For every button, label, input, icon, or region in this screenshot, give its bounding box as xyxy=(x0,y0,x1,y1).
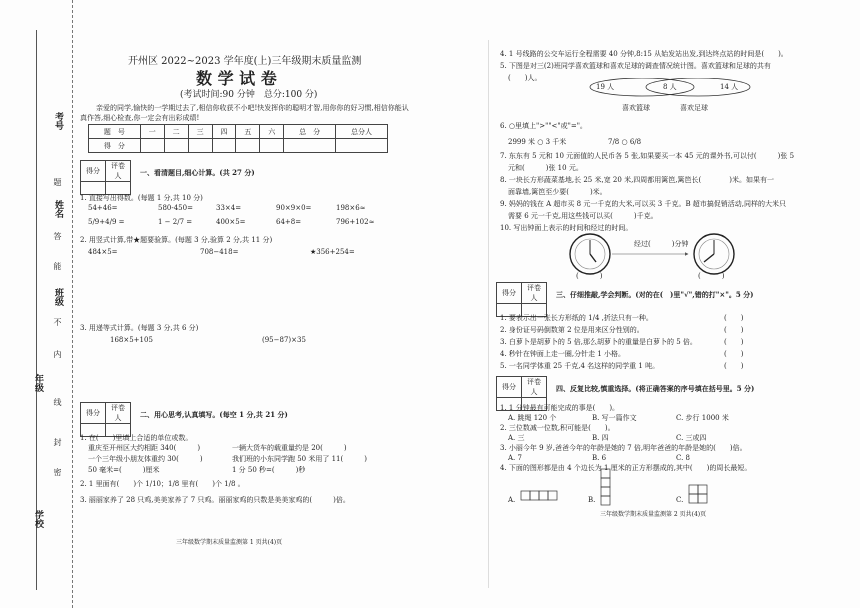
label-exam-number: 考号 xyxy=(53,112,63,130)
seal-char: 线 xyxy=(53,398,62,406)
grader-name-label: 评卷人 xyxy=(522,283,547,304)
grader-name-label: 评卷人 xyxy=(106,403,131,424)
choice-question: 1. 1 分钟最有可能完成的事是( )。 xyxy=(500,404,620,412)
q9: 9. 妈妈的钱在 A 超市买 8 元一千克的大米,可以买 3 千克。B 超市搞促销活动,同样的大米只 xyxy=(500,200,787,208)
judge-item: 5. 一名同学体重 25 千克,4 名这样的同学重 1 吨。 xyxy=(500,362,660,370)
choice-option: C. 步行 1000 米 xyxy=(676,414,729,422)
score-header: 二 xyxy=(164,125,188,139)
fill-blank: 我们班的小东同学跑 50 米用了 11( ) xyxy=(232,455,367,463)
choice-option: B. 6 xyxy=(592,454,607,462)
venn-left-value: 19 人 xyxy=(596,83,615,91)
score-cell[interactable] xyxy=(260,139,284,153)
s2-q2: 2. 1 里面有( )个 1/10；1/8 里有( )个 1/8 。 xyxy=(80,480,245,488)
fill-blank: 50 毫米=( )厘米 xyxy=(88,466,160,474)
calc-item: 33×4= xyxy=(216,204,242,212)
vertical-calc: 484×5= xyxy=(88,248,118,256)
calc-item: 5/9+4/9 = xyxy=(88,218,125,226)
choice-option: C. 8 xyxy=(676,454,691,462)
shape-b-figure xyxy=(600,468,612,508)
shape-c-figure xyxy=(688,484,710,506)
stepwise-calc: (95−87)×35 xyxy=(262,336,306,344)
clock-hour-hand xyxy=(590,254,596,262)
calc-item: 198×6≈ xyxy=(336,204,366,212)
q7-cont: 元和( )张 10 元。 xyxy=(508,164,583,172)
calc-item: 1 − 2/7 = xyxy=(158,218,193,226)
venn-right-value: 14 人 xyxy=(720,83,739,91)
venn-label-football: 喜欢足球 xyxy=(680,104,708,112)
score-cell[interactable] xyxy=(164,139,188,153)
clock-elapsed: 经过( )分钟 xyxy=(634,240,689,248)
q10: 10. 写出钟面上表示的时间和经过的时间。 xyxy=(500,224,633,232)
shape-option-b: B. xyxy=(588,496,596,504)
grader-box-3 xyxy=(496,282,547,317)
judge-item: 4. 秒针在钟面上走一圈,分针走 1 小格。 xyxy=(500,350,626,358)
choice-option: B. 写一篇作文 xyxy=(592,414,637,422)
binding-line xyxy=(36,30,37,590)
judge-answer[interactable]: ( ) xyxy=(724,326,744,334)
grader-score-label: 得分 xyxy=(497,283,522,304)
score-cell[interactable] xyxy=(140,139,164,153)
score-header: 五 xyxy=(236,125,260,139)
venn-label-basketball: 喜欢篮球 xyxy=(622,104,650,112)
exam-title: 开州区 2022~2023 学年度(上)三年级期末质量监测 xyxy=(128,56,362,67)
q4: 4. 1 号线路的公交车运行全程需要 40 分钟,8:15 从始发站出发,到达终点站的时间是( )。 xyxy=(500,50,788,58)
q6-compare-a: 2999 米 ○ 3 千米 xyxy=(508,138,567,146)
fill-blank: 1 分 50 秒=( )秒 xyxy=(232,466,306,474)
label-school: 学校 xyxy=(33,510,43,528)
grader-score-label: 得分 xyxy=(497,377,522,398)
score-header: 总 分 xyxy=(284,125,336,139)
intro-line-1: 亲爱的同学,愉快的一学期过去了,相信你收获不小吧!快发挥你的聪明才智,用你你的好习惯,相信你能认 xyxy=(96,104,409,112)
judge-item: 3. 白萝卜是胡萝卜的 5 倍,那么胡萝卜的重量是白萝卜的 5 倍。 xyxy=(500,338,697,346)
shape-option-a: A. xyxy=(508,496,516,504)
choice-option: A. 三 xyxy=(508,434,525,442)
calc-item: 796+102≈ xyxy=(336,218,375,226)
label-grade: 年级 xyxy=(33,374,43,392)
calc-item: 580-450= xyxy=(158,204,193,212)
fill-blank: 一个三年级小朋友体重约 30( ) xyxy=(88,455,203,463)
calc-item: 54+46= xyxy=(88,204,118,212)
shape-a-figure xyxy=(520,490,560,502)
s2-q1: 1. 在( )里填上合适的单位或数。 xyxy=(80,434,193,442)
score-cell[interactable] xyxy=(236,139,260,153)
seal-char: 不 xyxy=(53,318,62,326)
q7: 7. 东东有 5 元和 10 元面值的人民币各 5 张,如果要买一本 45 元的课外书,可以付( )张 5 xyxy=(500,152,795,160)
judge-answer[interactable]: ( ) xyxy=(724,338,744,346)
score-table xyxy=(88,124,388,153)
s1-q2: 2. 用竖式计算,带★题要验算。(每题 3 分,验算 2 分,共 11 分) xyxy=(80,236,273,244)
calc-item: 90×9×0= xyxy=(276,204,312,212)
score-cell[interactable] xyxy=(336,139,388,153)
subject-title: 数 学 试 卷 xyxy=(196,69,277,88)
section-4-title: 四、反复比较,慎重选择。(将正确答案的序号填在括号里。5 分) xyxy=(556,384,755,393)
score-cell[interactable] xyxy=(212,139,236,153)
choice-option: A. 7 xyxy=(508,454,522,462)
q5-blank: ( )人。 xyxy=(508,74,542,82)
label-name: 姓名 xyxy=(53,200,63,218)
clock-blank-start: ( ) xyxy=(576,272,603,280)
judge-item: 1. 要表示出一张长方形纸的 1/4 ,折法只有一种。 xyxy=(500,314,653,322)
q8: 8. 一块长方形蔬菜基地,长 25 米,宽 20 米,四周都用篱笆,篱笆长( )米。如果有一 xyxy=(500,176,774,184)
grader-score-label: 得分 xyxy=(81,161,106,182)
score-label: 得 分 xyxy=(89,139,141,153)
q9-cont: 需要 6 元一千克,用这些钱可以买( )千克。 xyxy=(508,212,658,220)
grader-score-label: 得分 xyxy=(81,403,106,424)
seal-char: 密 xyxy=(53,468,62,476)
grader-score-cell[interactable] xyxy=(81,182,106,195)
choice-option: C. 三或四 xyxy=(676,434,707,442)
choice-question: 2. 三位数减一位数,积可能是( )。 xyxy=(500,424,615,432)
label-class: 班级 xyxy=(53,288,63,306)
q6-compare-b: 7/8 ○ 6/8 xyxy=(608,138,642,146)
seal-char: 题 xyxy=(53,178,62,186)
score-header: 三 xyxy=(188,125,212,139)
calc-item: 400×5= xyxy=(216,218,246,226)
judge-answer[interactable]: ( ) xyxy=(724,314,744,322)
q6: 6. ○里填上">""<"或"="。 xyxy=(500,122,587,130)
seal-char: 答 xyxy=(53,232,62,240)
choice-option: B. 四 xyxy=(592,434,609,442)
grader-name-label: 评卷人 xyxy=(522,377,547,398)
q5: 5. 下图是对三(2)班同学喜欢篮球和喜欢足球的调查情况统计图。喜欢篮球和足球的共有 xyxy=(500,62,771,70)
page-divider xyxy=(488,40,489,588)
intro-line-2: 真作答,细心检查,你一定会有出彩成绩! xyxy=(80,114,200,122)
seal-char: 封 xyxy=(53,438,62,446)
seal-char: 能 xyxy=(53,262,62,270)
score-header: 总分人 xyxy=(336,125,388,139)
grader-box-2 xyxy=(80,402,131,437)
section-2-title: 二、用心思考,认真填写。(每空 1 分,共 21 分) xyxy=(140,410,288,419)
section-3-title: 三、仔细推敲,学会判断。(对的在( )里"√",错的打"×"。5 分) xyxy=(556,290,754,299)
q8-cont: 面靠墙,篱笆至少要( )米。 xyxy=(508,188,607,196)
calc-item: 64+8= xyxy=(276,218,302,226)
choice-question: 4. 下面的图形都是由 4 个边长为 1 厘米的正方形摆成的,其中( )的周长最短。 xyxy=(500,464,752,472)
grader-name-label: 评卷人 xyxy=(106,161,131,182)
s1-q3: 3. 用递等式计算。(每题 3 分,共 6 分) xyxy=(80,324,199,332)
score-header: 六 xyxy=(260,125,284,139)
fill-blank: 重庆至开州区大约相距 340( ) xyxy=(88,444,201,452)
grader-box-1 xyxy=(80,160,131,195)
footer-left: 三年级数学期末质量监测第 1 页共(4)页 xyxy=(176,539,283,546)
vertical-calc: 708−418= xyxy=(200,248,239,256)
score-cell[interactable] xyxy=(284,139,336,153)
s1-q1: 1. 直接写出得数。(每题 1 分,共 10 分) xyxy=(80,194,203,202)
section-1-title: 一、看清题目,细心计算。(共 27 分) xyxy=(140,168,255,177)
exam-info: (考试时间:90 分钟 总分:100 分) xyxy=(180,90,318,100)
judge-answer[interactable]: ( ) xyxy=(724,350,744,358)
clock-blank-end: ( ) xyxy=(698,272,725,280)
choice-option: A. 跳绳 120 个 xyxy=(508,414,557,422)
footer-right: 三年级数学期末质量监测第 2 页共(4)页 xyxy=(600,511,707,518)
stepwise-calc: 168×5+105 xyxy=(110,336,153,344)
score-cell[interactable] xyxy=(188,139,212,153)
seal-char: 内 xyxy=(53,350,62,358)
venn-mid-value: 8 人 xyxy=(663,83,677,91)
score-header: 题 号 xyxy=(89,125,141,139)
judge-item: 2. 身份证号码倒数第 2 位是用来区分性别的。 xyxy=(500,326,644,334)
judge-answer[interactable]: ( ) xyxy=(724,362,744,370)
binding-margin xyxy=(0,0,73,608)
fill-blank: 一辆大货车的载重量约是 20( ) xyxy=(232,444,347,452)
score-header: 四 xyxy=(212,125,236,139)
score-header: 一 xyxy=(140,125,164,139)
choice-question: 3. 小丽今年 9 岁,爸爸今年的年龄是她的 7 倍,明年爸爸的年龄是她的( )倍。 xyxy=(500,444,747,452)
grader-name-cell[interactable] xyxy=(106,182,131,195)
vertical-calc: ★356+254= xyxy=(310,248,355,256)
s2-q3: 3. 丽丽家养了 28 只鸡,美美家养了 7 只鸡。丽丽家鸡的只数是美美家鸡的( )倍。 xyxy=(80,496,350,504)
shape-option-c: C. xyxy=(676,496,684,504)
clock-hour-hand xyxy=(704,254,714,262)
